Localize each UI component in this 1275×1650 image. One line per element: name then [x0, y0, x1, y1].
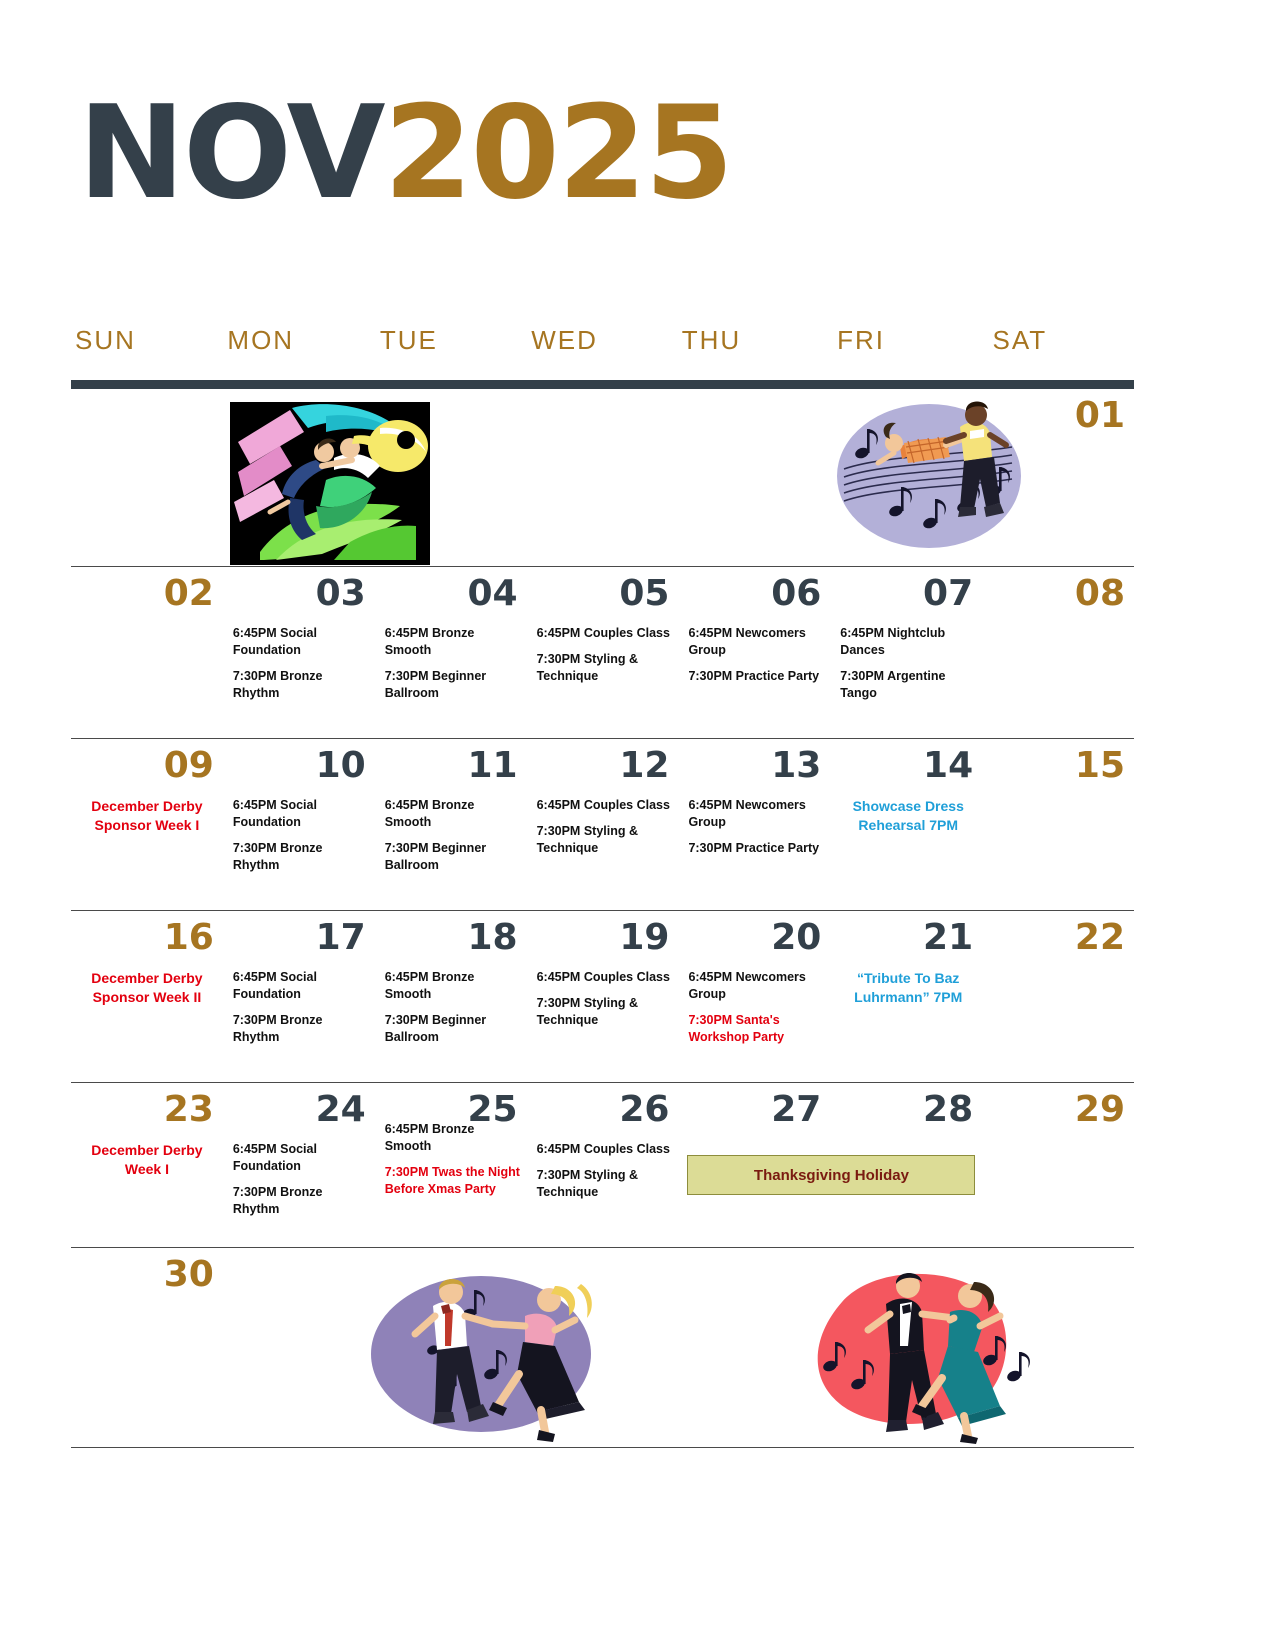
- day-events: [537, 969, 673, 1029]
- day-number: 19: [619, 917, 670, 958]
- calendar-week-row: [71, 739, 1134, 911]
- event-item[interactable]: 7:30PM Practice Party: [688, 668, 820, 683]
- event-item-highlight[interactable]: Showcase Dress Rehearsal 7PM: [852, 798, 964, 833]
- day-cell[interactable]: [830, 389, 982, 566]
- day-cell[interactable]: [71, 911, 223, 1082]
- day-events: [840, 969, 976, 1007]
- day-events: [233, 969, 369, 1046]
- day-cell[interactable]: [527, 739, 679, 910]
- day-cell[interactable]: [982, 1083, 1134, 1247]
- day-cell[interactable]: [223, 389, 375, 566]
- calendar-week-row: [71, 911, 1134, 1083]
- day-cell[interactable]: [375, 389, 527, 566]
- derby-note: December Derby Sponsor Week II: [91, 970, 203, 1005]
- day-number: 03: [315, 573, 366, 614]
- calendar-week-row: [71, 1248, 1134, 1448]
- day-events: [233, 625, 369, 702]
- day-cell[interactable]: [71, 389, 223, 566]
- event-item[interactable]: 6:45PM Newcomers Group: [688, 970, 806, 1001]
- weekday-mon: MON: [227, 325, 295, 355]
- day-number: 17: [315, 917, 366, 958]
- day-cell[interactable]: [678, 911, 830, 1082]
- day-number: 06: [771, 573, 822, 614]
- day-number: 22: [1074, 917, 1126, 958]
- event-item[interactable]: 6:45PM Couples Class: [536, 970, 670, 984]
- day-number: 09: [163, 745, 214, 786]
- event-item[interactable]: 7:30PM Bronze Rhythm: [232, 1184, 323, 1216]
- day-events: [688, 625, 824, 685]
- derby-note: December Derby Sponsor Week I: [91, 798, 203, 833]
- header-rule: [71, 380, 1134, 389]
- event-item-special[interactable]: 7:30PM Santa's Workshop Party: [688, 1012, 785, 1044]
- event-item[interactable]: 6:45PM Couples Class: [536, 798, 670, 812]
- day-cell[interactable]: [678, 739, 830, 910]
- weekday-wed: WED: [531, 325, 598, 355]
- day-events: [385, 1121, 521, 1198]
- day-cell[interactable]: [71, 739, 223, 910]
- day-number: 18: [467, 917, 518, 958]
- event-item[interactable]: 6:45PM Bronze Smooth: [384, 970, 475, 1001]
- day-events: [840, 625, 976, 702]
- day-number: 04: [467, 573, 518, 614]
- day-cell[interactable]: [678, 567, 830, 738]
- calendar: [71, 325, 1134, 1448]
- day-cell[interactable]: [223, 911, 375, 1082]
- day-cell[interactable]: [830, 911, 982, 1082]
- weekday-sat: SAT: [992, 325, 1048, 355]
- weekday-thu: THU: [681, 325, 742, 355]
- day-cell[interactable]: [678, 1083, 909, 1247]
- event-item[interactable]: 6:45PM Newcomers Group: [688, 626, 806, 657]
- event-item[interactable]: 6:45PM Social Foundation: [232, 1142, 317, 1173]
- day-number: 24: [315, 1089, 366, 1130]
- event-item[interactable]: 7:30PM Styling & Technique: [536, 995, 638, 1027]
- day-events: [385, 625, 521, 702]
- day-cell[interactable]: [223, 1083, 375, 1247]
- day-events: [537, 797, 673, 857]
- day-number: 25: [467, 1089, 518, 1130]
- event-item[interactable]: 6:45PM Bronze Smooth: [384, 1122, 475, 1153]
- day-cell[interactable]: [982, 567, 1134, 738]
- day-cell[interactable]: [527, 911, 679, 1082]
- day-events: [233, 797, 369, 874]
- event-item[interactable]: 7:30PM Bronze Rhythm: [232, 840, 323, 872]
- page-title: [78, 79, 732, 228]
- day-cell[interactable]: [71, 567, 223, 738]
- day-number: 16: [163, 917, 214, 958]
- day-number: 15: [1074, 745, 1126, 786]
- day-cell[interactable]: [375, 567, 527, 738]
- day-number: 28: [923, 1089, 974, 1130]
- title-year: 2025: [383, 79, 732, 228]
- event-item[interactable]: 7:30PM Styling & Technique: [536, 651, 638, 683]
- event-item[interactable]: 7:30PM Styling & Technique: [536, 823, 638, 855]
- day-cell[interactable]: [527, 1083, 679, 1247]
- event-item[interactable]: 6:45PM Bronze Smooth: [384, 798, 475, 829]
- day-number: 07: [923, 573, 974, 614]
- event-item[interactable]: 6:45PM Couples Class: [536, 1142, 670, 1156]
- day-events: [385, 797, 521, 874]
- day-cell[interactable]: [71, 1083, 223, 1247]
- day-events: [537, 625, 673, 685]
- event-item[interactable]: 7:30PM Beginner Ballroom: [384, 1012, 487, 1044]
- day-number: 14: [923, 745, 974, 786]
- day-cell[interactable]: [982, 389, 1134, 566]
- day-cell[interactable]: [678, 389, 830, 566]
- day-cell[interactable]: [527, 1248, 679, 1447]
- event-item-special[interactable]: 7:30PM Twas the Night Before Xmas Party: [384, 1164, 520, 1196]
- thanksgiving-holiday-banner: Thanksgiving Holiday: [687, 1155, 975, 1195]
- event-item[interactable]: 6:45PM Social Foundation: [232, 798, 317, 829]
- day-events: [840, 797, 976, 835]
- day-events: [537, 1141, 673, 1201]
- day-cell[interactable]: [223, 567, 375, 738]
- day-events: [385, 969, 521, 1046]
- day-number: 08: [1074, 573, 1126, 614]
- day-cell[interactable]: [982, 739, 1134, 910]
- day-cell[interactable]: [375, 1083, 527, 1247]
- day-number: 26: [619, 1089, 670, 1130]
- day-cell[interactable]: [830, 567, 982, 738]
- day-number: 21: [923, 917, 974, 958]
- calendar-week-row: [71, 1083, 1134, 1248]
- event-item-highlight[interactable]: “Tribute To Baz Luhrmann” 7PM: [854, 970, 963, 1005]
- day-cell[interactable]: [830, 1248, 982, 1447]
- day-number: 11: [467, 745, 518, 786]
- event-item[interactable]: 7:30PM Beginner Ballroom: [384, 668, 487, 700]
- weekday-fri: FRI: [837, 325, 885, 355]
- event-item[interactable]: 6:45PM Couples Class: [536, 626, 670, 640]
- day-cell[interactable]: [527, 567, 679, 738]
- event-item[interactable]: 7:30PM Bronze Rhythm: [232, 1012, 323, 1044]
- day-cell[interactable]: [830, 739, 982, 910]
- day-number: 02: [163, 573, 214, 614]
- event-item[interactable]: 6:45PM Nightclub Dances: [840, 626, 946, 657]
- day-cell[interactable]: [527, 389, 679, 566]
- title-month: NOV: [78, 79, 384, 228]
- weekday-sun: SUN: [75, 325, 136, 355]
- day-events: [233, 1141, 369, 1218]
- event-item[interactable]: 7:30PM Bronze Rhythm: [232, 668, 323, 700]
- calendar-week-row: [71, 389, 1134, 567]
- calendar-week-row: [71, 567, 1134, 739]
- day-cell[interactable]: [982, 911, 1134, 1082]
- day-events: [688, 969, 824, 1046]
- day-number: 23: [163, 1089, 214, 1130]
- event-item[interactable]: 7:30PM Styling & Technique: [536, 1167, 638, 1199]
- day-number: 30: [163, 1254, 214, 1295]
- day-cell[interactable]: [71, 1248, 223, 1447]
- day-cell[interactable]: [375, 911, 527, 1082]
- weekday-header-row: [71, 325, 1134, 380]
- day-events: [688, 797, 824, 857]
- event-item[interactable]: 6:45PM Bronze Smooth: [384, 626, 475, 657]
- event-item[interactable]: 7:30PM Practice Party: [688, 840, 820, 855]
- weekday-tue: TUE: [379, 325, 438, 355]
- day-number: 27: [771, 1089, 822, 1130]
- day-number: 05: [619, 573, 670, 614]
- day-cell[interactable]: [375, 739, 527, 910]
- event-item[interactable]: 7:30PM Argentine Tango: [840, 668, 946, 700]
- day-number: 01: [1074, 395, 1126, 436]
- day-number: 12: [619, 745, 670, 786]
- event-item[interactable]: 7:30PM Beginner Ballroom: [384, 840, 487, 872]
- day-cell[interactable]: [982, 1248, 1134, 1447]
- day-number: 20: [771, 917, 822, 958]
- event-item[interactable]: 6:45PM Newcomers Group: [688, 798, 806, 829]
- day-cell[interactable]: [375, 1248, 527, 1447]
- derby-note: December Derby Week I: [91, 1142, 203, 1177]
- event-item[interactable]: 6:45PM Social Foundation: [232, 626, 317, 657]
- day-number: 29: [1074, 1089, 1126, 1130]
- day-number: 13: [771, 745, 822, 786]
- day-cell[interactable]: [223, 739, 375, 910]
- day-number: 10: [315, 745, 366, 786]
- event-item[interactable]: 6:45PM Social Foundation: [232, 970, 317, 1001]
